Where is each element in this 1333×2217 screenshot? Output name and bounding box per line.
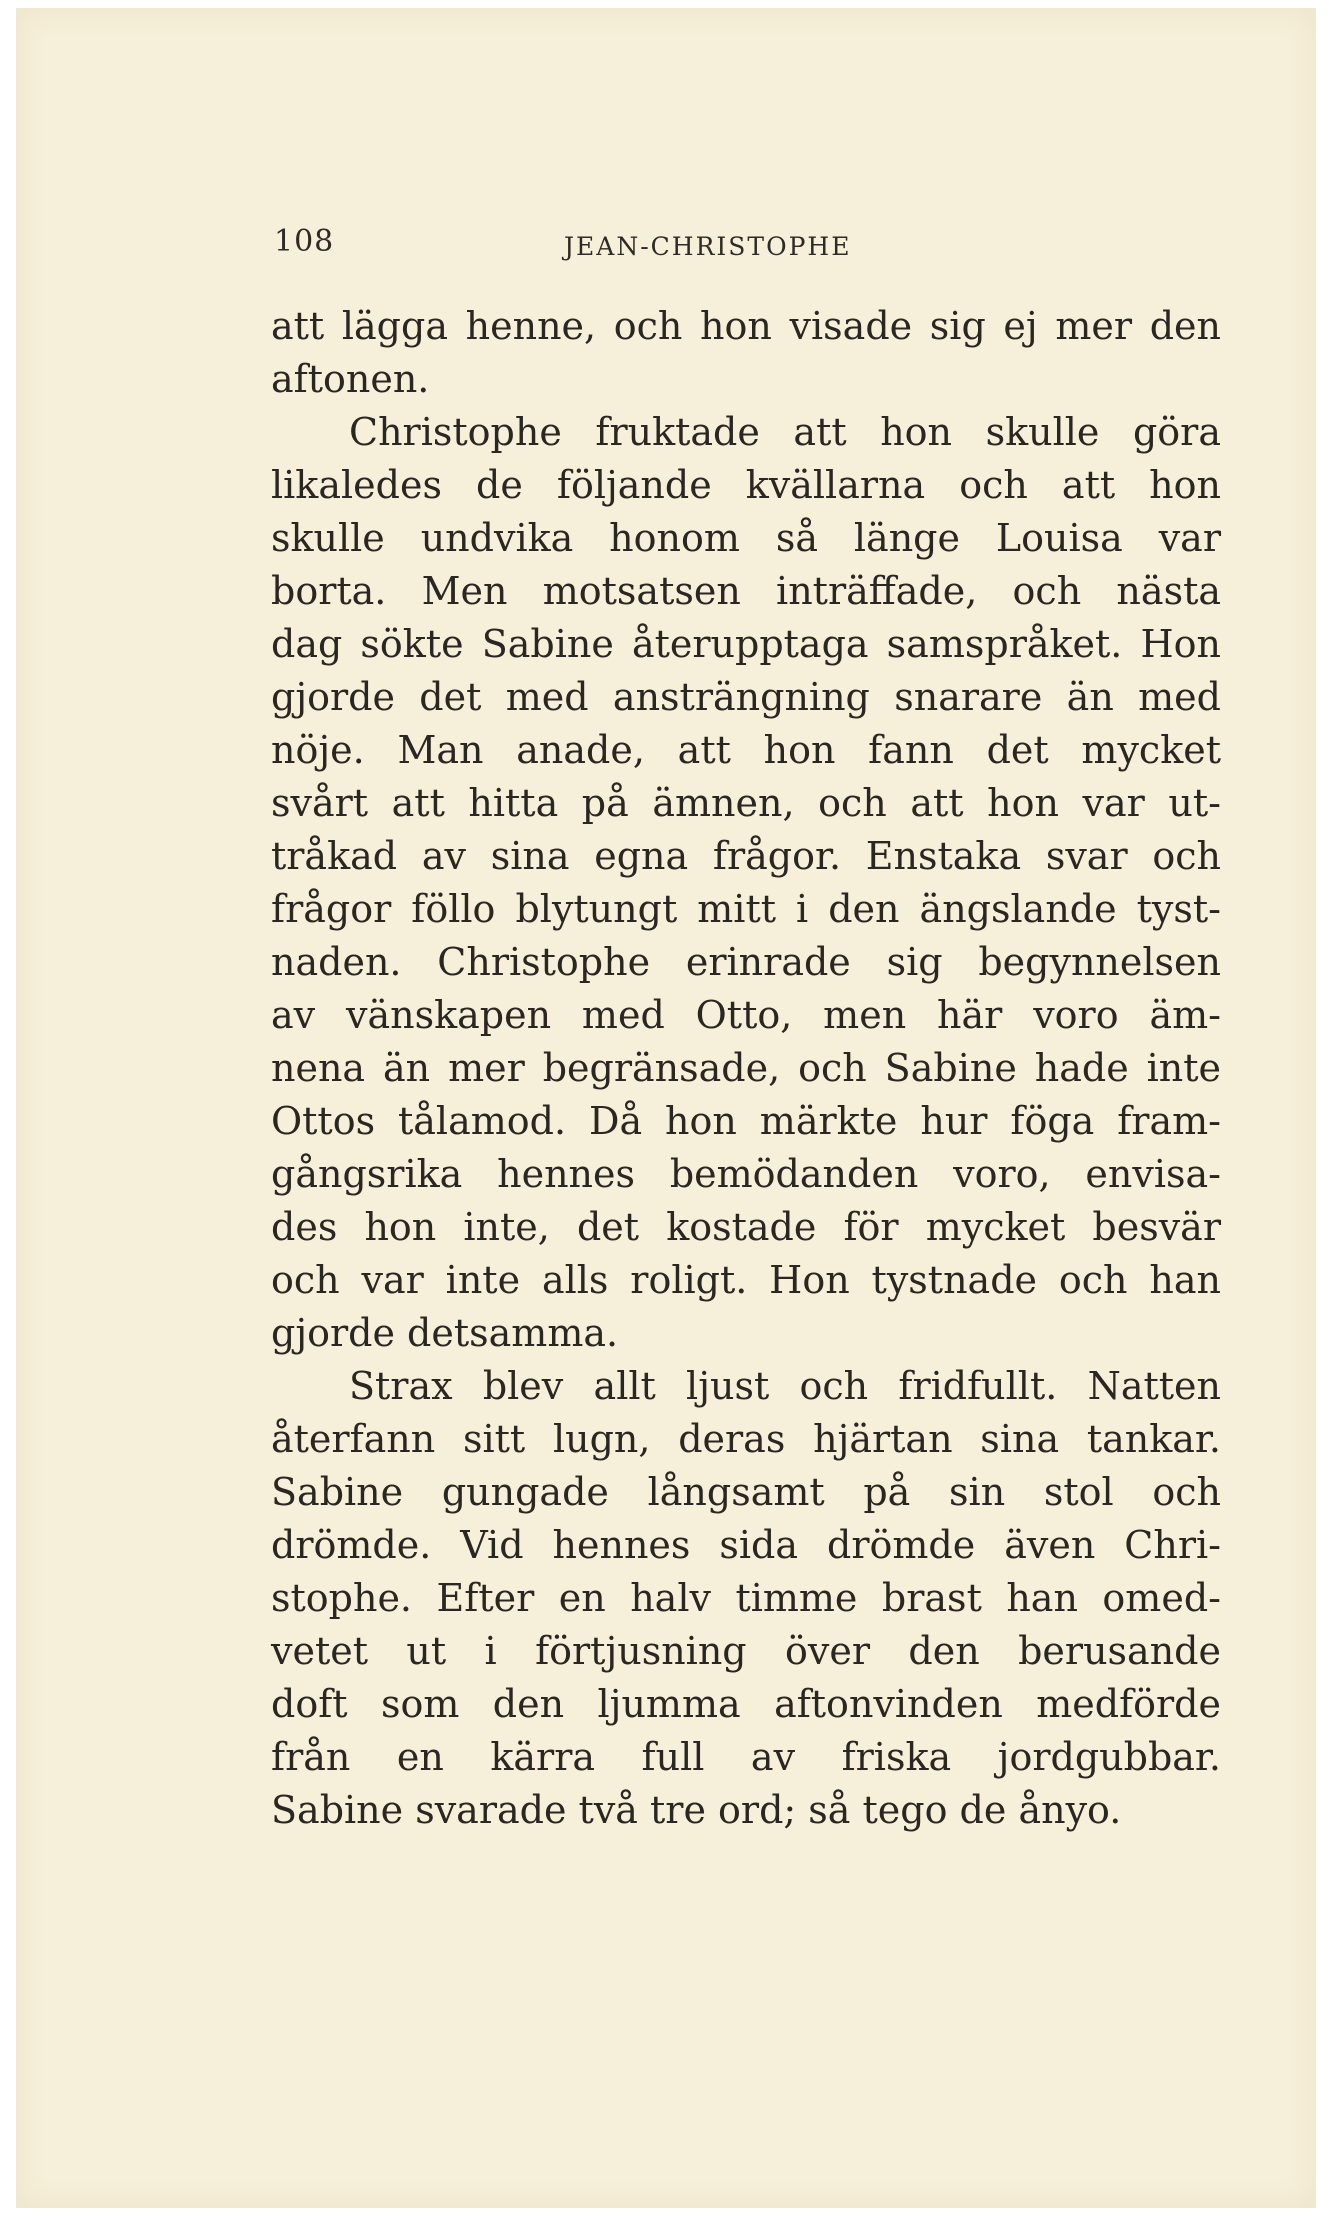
book-page [16,8,1316,2208]
text-line: stophe. Efter en halv timme brast han omed- [271,1576,1221,1620]
text-line: vetet ut i förtjusning över den berusande [271,1629,1221,1673]
text-line: tråkad av sina egna frågor. Enstaka svar och [271,834,1221,878]
body-text [271,300,1221,1837]
text-line: från en kärra full av friska jordgubbar. [271,1735,1221,1779]
text-line: nöje. Man anade, att hon fann det mycket [271,728,1221,772]
text-line: dag sökte Sabine återupptaga samspråket. Hon [271,622,1221,666]
text-line: och var inte alls roligt. Hon tystnade och han [271,1258,1221,1302]
text-line: des hon inte, det kostade för mycket besvär [271,1205,1221,1249]
text-line: Strax blev allt ljust och fridfullt. Natten [349,1364,1221,1408]
text-line: doft som den ljumma aftonvinden medförde [271,1682,1221,1726]
text-line: Sabine gungade långsamt på sin stol och [271,1470,1221,1514]
text-line: återfann sitt lugn, deras hjärtan sina tankar. [271,1417,1221,1461]
text-line: frågor föllo blytungt mitt i den ängslande tyst- [271,887,1221,931]
text-line: likaledes de följande kvällarna och att hon [271,463,1221,507]
page-number: 108 [274,224,335,259]
running-head: JEAN-CHRISTOPHE [564,232,852,261]
page-header [274,224,1214,264]
text-line: gjorde detsamma. [271,1311,619,1355]
text-line: Christophe fruktade att hon skulle göra [349,410,1221,454]
text-line: av vänskapen med Otto, men här voro äm- [271,993,1221,1037]
text-line: gjorde det med ansträngning snarare än med [271,675,1221,719]
text-line: gångsrika hennes bemödanden voro, envisa- [271,1152,1221,1196]
text-line: att lägga henne, och hon visade sig ej mer den [271,304,1221,348]
text-line: svårt att hitta på ämnen, och att hon var ut- [271,781,1221,825]
text-line: Ottos tålamod. Då hon märkte hur föga fram- [271,1099,1221,1143]
text-line: nena än mer begränsade, och Sabine hade inte [271,1046,1221,1090]
text-line: aftonen. [271,357,430,401]
text-line: naden. Christophe erinrade sig begynnelsen [271,940,1221,984]
text-line: Sabine svarade två tre ord; så tego de ånyo. [271,1788,1122,1832]
text-line: borta. Men motsatsen inträffade, och nästa [271,569,1221,613]
text-line: skulle undvika honom så länge Louisa var [271,516,1221,560]
text-line: drömde. Vid hennes sida drömde även Chri- [271,1523,1221,1567]
